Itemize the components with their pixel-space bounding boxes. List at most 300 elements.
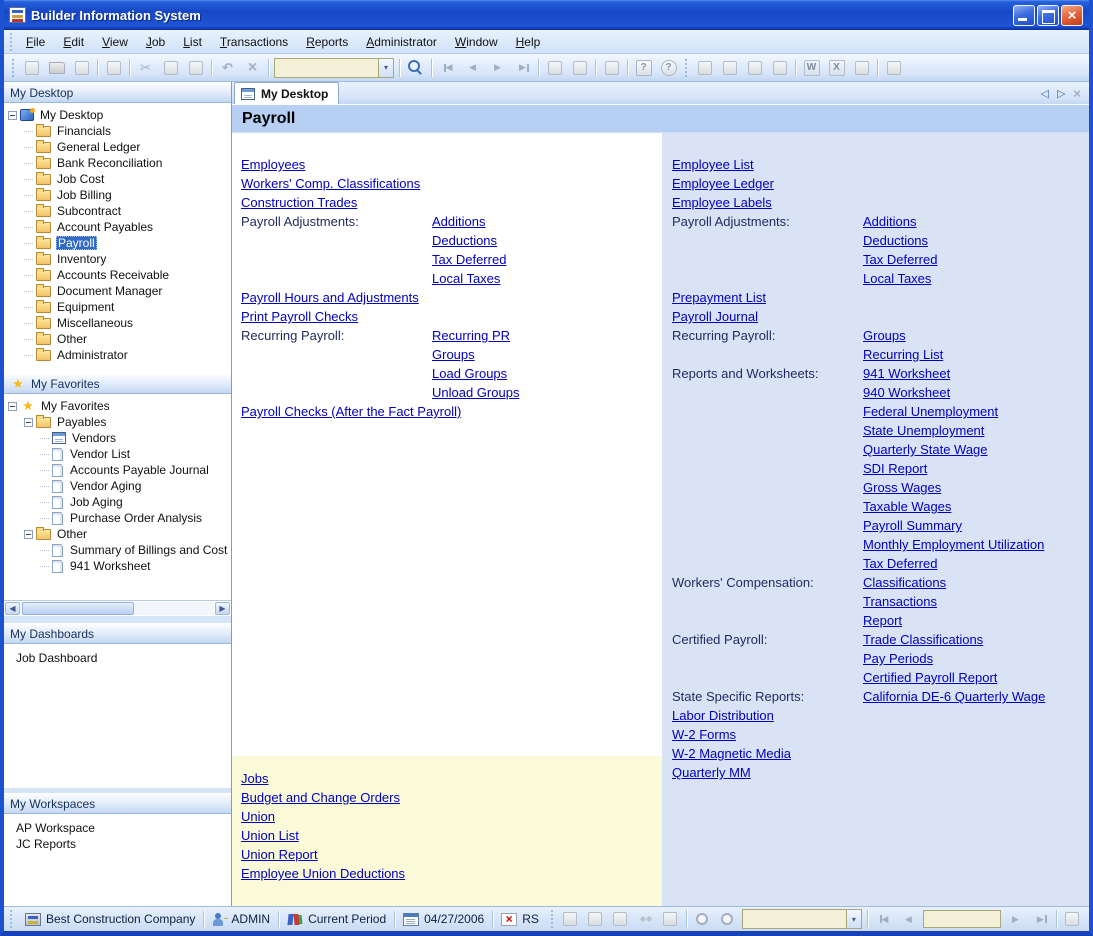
left-pane: [232, 133, 662, 906]
help-icon[interactable]: [657, 57, 680, 79]
favorites-item-job-aging[interactable]: [4, 494, 231, 510]
desktop-item-job-cost[interactable]: [4, 171, 231, 187]
tree-item-label: Purchase Order Analysis: [70, 511, 203, 525]
panel-header-my-desktop[interactable]: [4, 82, 231, 103]
favorites-item-payables[interactable]: [4, 414, 231, 430]
toolbar-separator: [877, 59, 878, 77]
link-w-2-forms[interactable]: W-2 Forms: [672, 727, 737, 742]
link-budget-and-change-orders[interactable]: Budget and Change Orders: [241, 790, 400, 805]
group-links: [863, 326, 943, 364]
favorites-item-my-favorites[interactable]: [4, 398, 231, 414]
context-help-icon[interactable]: [632, 57, 655, 79]
favorites-item-summary-of-billings-and-cost[interactable]: [4, 542, 231, 558]
doc-icon: [52, 480, 63, 493]
statusbar-grip[interactable]: [9, 910, 14, 928]
link-print-payroll-checks[interactable]: Print Payroll Checks: [241, 309, 359, 324]
menu-administrator[interactable]: Administrator: [366, 34, 437, 49]
maximize-button[interactable]: [1037, 5, 1059, 26]
jobs-union-links: [232, 756, 662, 906]
link-deductions[interactable]: Deductions: [863, 233, 929, 248]
tree-item-label: Account Payables: [57, 220, 154, 234]
menu-items: [17, 32, 549, 52]
payroll-row: [672, 573, 1089, 630]
tree-connector: [24, 147, 33, 148]
copy-report-icon[interactable]: [743, 57, 766, 79]
dashboard-job-dashboard[interactable]: Job Dashboard: [16, 651, 98, 665]
minimize-button[interactable]: [1013, 5, 1035, 26]
link-deductions[interactable]: Deductions: [432, 233, 498, 248]
link-gross-wages[interactable]: Gross Wages: [863, 480, 942, 495]
toolbar-separator: [686, 910, 687, 928]
link-quarterly-state-wage[interactable]: Quarterly State Wage: [863, 442, 988, 457]
tree-item-label: Vendor Aging: [70, 479, 142, 493]
close-button[interactable]: ×: [1061, 5, 1083, 26]
payroll-row: [672, 307, 1089, 326]
status-label: RS: [522, 912, 539, 926]
desktop-item-accounts-receivable[interactable]: [4, 267, 231, 283]
link-california-de-6-quarterly-wage[interactable]: California DE-6 Quarterly Wage: [863, 689, 1046, 704]
favorites-tree: [4, 394, 231, 600]
tree-item-label: Other: [57, 332, 88, 346]
payroll-left-links: [232, 133, 662, 756]
title-bar: [4, 0, 1089, 30]
folder-icon: [36, 174, 51, 185]
group-label-payroll-adjustments: Payroll Adjustments:: [672, 214, 790, 229]
favorites-item-purchase-order-analysis[interactable]: [4, 510, 231, 526]
workspaces-list: [4, 814, 231, 906]
tree-expander-icon[interactable]: [24, 418, 33, 427]
payroll-row: [241, 307, 662, 326]
link-employee-labels[interactable]: Employee Labels: [672, 195, 772, 210]
link-employee-list[interactable]: Employee List: [672, 157, 754, 172]
new-window-icon[interactable]: [600, 57, 623, 79]
form-icon: [241, 88, 255, 100]
toolbar-separator: [129, 59, 130, 77]
group-links: [863, 212, 937, 288]
paste-icon[interactable]: [184, 57, 207, 79]
company-icon: [25, 913, 41, 926]
link-union-list[interactable]: Union List: [241, 828, 299, 843]
favorites-item-vendor-aging[interactable]: [4, 478, 231, 494]
folder-icon: [36, 286, 51, 297]
undo-icon[interactable]: [216, 57, 239, 79]
toolbar-separator: [867, 910, 868, 928]
workspace-jc-reports[interactable]: JC Reports: [16, 837, 77, 851]
list-view-icon[interactable]: [559, 908, 582, 930]
previous-record-icon[interactable]: [461, 57, 484, 79]
tree-item-label: Inventory: [57, 252, 107, 266]
tree-item-label: Bank Reconciliation: [57, 156, 163, 170]
group-label-state-specific-reports: State Specific Reports:: [672, 689, 805, 704]
tree-connector: [24, 179, 33, 180]
folder-icon: [36, 158, 51, 169]
favorites-item-other[interactable]: [4, 526, 231, 542]
payroll-row: [241, 402, 662, 421]
globe-export-icon[interactable]: [850, 57, 873, 79]
scroll-left-icon[interactable]: ◀: [5, 602, 20, 615]
folder-icon: [36, 222, 51, 233]
toolbar-grip[interactable]: [684, 59, 689, 77]
toolbar-separator: [399, 59, 400, 77]
main-area: [232, 82, 1089, 906]
doc-icon: [52, 512, 63, 525]
link-local-taxes[interactable]: Local Taxes: [863, 271, 932, 286]
folder-icon: [36, 270, 51, 281]
status-admin: [204, 912, 278, 926]
star-icon: [10, 377, 26, 391]
tree-item-label: Administrator: [57, 348, 128, 362]
payroll-row: [241, 155, 662, 174]
link-payroll-summary[interactable]: Payroll Summary: [863, 518, 962, 533]
link-quarterly-mm[interactable]: Quarterly MM: [672, 765, 751, 780]
previous-record-icon[interactable]: [897, 908, 920, 930]
menu-transactions[interactable]: Transactions: [219, 34, 289, 49]
desktop-item-account-payables[interactable]: [4, 219, 231, 235]
link-federal-unemployment[interactable]: Federal Unemployment: [863, 404, 999, 419]
scrollbar-thumb[interactable]: [22, 602, 134, 615]
zoom-out-icon[interactable]: [716, 908, 739, 930]
folder-icon: [36, 190, 51, 201]
tree-connector: [40, 550, 49, 551]
folder-open-icon: [36, 417, 51, 428]
link-report[interactable]: Report: [863, 613, 903, 628]
menu-list[interactable]: List: [183, 34, 202, 49]
group-label-recurring-payroll: Recurring Payroll:: [241, 328, 345, 343]
scroll-right-icon[interactable]: ▶: [215, 602, 230, 615]
desktop-item-administrator[interactable]: [4, 347, 231, 363]
desktop-icon: [20, 109, 34, 121]
group-label-reports-and-worksheets: Reports and Worksheets:: [672, 366, 819, 381]
document-menu-icon[interactable]: [659, 908, 682, 930]
tree-connector: [40, 518, 49, 519]
payroll-row: [241, 193, 662, 212]
toolbar-grip[interactable]: [550, 910, 555, 928]
link-tax-deferred[interactable]: Tax Deferred: [432, 252, 507, 267]
status-label: Current Period: [308, 912, 387, 926]
link-workers-comp-classifications[interactable]: Workers' Comp. Classifications: [241, 176, 421, 191]
tab-my-desktop[interactable]: [234, 82, 339, 104]
toolbar-separator: [795, 59, 796, 77]
toolbar-separator: [211, 59, 212, 77]
desktop-item-bank-reconciliation[interactable]: [4, 155, 231, 171]
status-bar: [4, 906, 1089, 931]
group-links: [863, 630, 997, 687]
panel-header-my-workspaces[interactable]: [4, 793, 231, 814]
link-union-report[interactable]: Union Report: [241, 847, 318, 862]
folder-icon: [36, 318, 51, 329]
desktop-item-general-ledger[interactable]: [4, 139, 231, 155]
link-state-unemployment[interactable]: State Unemployment: [863, 423, 985, 438]
desktop-item-inventory[interactable]: [4, 251, 231, 267]
payroll-row: [672, 725, 1089, 744]
link-pay-periods[interactable]: Pay Periods: [863, 651, 934, 666]
link-additions[interactable]: Additions: [432, 214, 486, 229]
payroll-row: [672, 193, 1089, 212]
payroll-row: [672, 155, 1089, 174]
group-label-certified-payroll: Certified Payroll:: [672, 632, 768, 647]
payroll-row: [672, 364, 1089, 573]
search-icon[interactable]: [404, 57, 427, 79]
menu-edit[interactable]: Edit: [63, 34, 85, 49]
payroll-row: [672, 630, 1089, 687]
menu-grip[interactable]: [9, 33, 14, 51]
tab-scroll-right-icon[interactable]: ▷: [1056, 88, 1066, 100]
last-record-icon[interactable]: [511, 57, 534, 79]
panel-header-my-favorites[interactable]: [4, 373, 231, 394]
tab-strip: [232, 82, 1089, 105]
menu-file[interactable]: File: [26, 34, 46, 49]
group-links: [432, 212, 506, 288]
group-links: [432, 326, 519, 402]
tab-navigation: [1040, 86, 1081, 101]
next-record-icon[interactable]: [1004, 908, 1027, 930]
panel-title: My Workspaces: [10, 796, 96, 811]
export-icon[interactable]: [1086, 908, 1089, 930]
payroll-row: [672, 744, 1089, 763]
desktop-tree: [4, 103, 231, 373]
link-classifications[interactable]: Classifications: [863, 575, 947, 590]
folder-icon: [36, 350, 51, 361]
link-additions[interactable]: Additions: [863, 214, 917, 229]
favorites-item-vendor-list[interactable]: [4, 446, 231, 462]
link-groups[interactable]: Groups: [863, 328, 906, 343]
word-icon[interactable]: [800, 57, 823, 79]
favorites-item-vendors[interactable]: [4, 430, 231, 446]
toolbar-separator: [595, 59, 596, 77]
toolbar-separator: [538, 59, 539, 77]
page-title: Payroll: [232, 105, 1089, 133]
menu-job[interactable]: Job: [145, 34, 166, 49]
payroll-row: [672, 288, 1089, 307]
main-toolbar: [4, 54, 1089, 82]
red-x-icon: [501, 913, 517, 926]
tree-item-label: Payroll: [58, 236, 95, 250]
tree-item-label: Accounts Receivable: [57, 268, 170, 282]
tree-item-label: Vendor List: [70, 447, 131, 461]
link-local-taxes[interactable]: Local Taxes: [432, 271, 501, 286]
toolbar-separator: [268, 59, 269, 77]
group-links: [863, 573, 946, 630]
link-recurring-pr[interactable]: Recurring PR: [432, 328, 511, 343]
link-employees[interactable]: Employees: [241, 157, 306, 172]
tree-item-label: Financials: [57, 124, 112, 138]
group-label-recurring-payroll: Recurring Payroll:: [672, 328, 776, 343]
link-monthly-employment-utilization[interactable]: Monthly Employment Utilization: [863, 537, 1045, 552]
link-tax-deferred[interactable]: Tax Deferred: [863, 252, 938, 267]
desktop-item-financials[interactable]: [4, 123, 231, 139]
payroll-row: [672, 174, 1089, 193]
fax-icon[interactable]: [768, 57, 791, 79]
link-payroll-journal[interactable]: Payroll Journal: [672, 309, 758, 324]
toolbar-combobox[interactable]: [742, 909, 862, 929]
doc-icon: [52, 448, 63, 461]
desktop-item-job-billing[interactable]: [4, 187, 231, 203]
link-w-2-magnetic-media[interactable]: W-2 Magnetic Media: [672, 746, 791, 761]
dashboards-list: [4, 644, 231, 788]
group-links: [863, 364, 1044, 573]
group-links: [863, 687, 1045, 706]
tab-scroll-left-icon[interactable]: ◁: [1040, 88, 1049, 100]
toolbar-separator: [627, 59, 628, 77]
tree-item-label: Vendors: [72, 431, 117, 445]
link-groups[interactable]: Groups: [432, 347, 475, 362]
tree-item-label: Job Aging: [70, 495, 123, 509]
doc-icon: [52, 544, 63, 557]
favorites-horizontal-scrollbar[interactable]: [4, 600, 231, 616]
tree-connector: [24, 131, 33, 132]
cut-icon[interactable]: [134, 57, 157, 79]
tree-expander-icon[interactable]: [8, 111, 17, 120]
link-load-groups[interactable]: Load Groups: [432, 366, 508, 381]
favorites-item-941-worksheet[interactable]: [4, 558, 231, 574]
panel-splitter[interactable]: [4, 616, 231, 623]
chevron-down-icon[interactable]: ▾: [378, 59, 393, 77]
print-icon[interactable]: [718, 57, 741, 79]
link-940-worksheet[interactable]: 940 Worksheet: [863, 385, 951, 400]
menu-reports[interactable]: Reports: [306, 34, 349, 49]
link-tax-deferred[interactable]: Tax Deferred: [863, 556, 938, 571]
tree-connector: [24, 227, 33, 228]
tree-item-label: My Favorites: [41, 399, 110, 413]
import-icon[interactable]: [1061, 908, 1084, 930]
collapse-icon[interactable]: [543, 57, 566, 79]
attachment-icon[interactable]: [882, 57, 905, 79]
link-labor-distribution[interactable]: Labor Distribution: [672, 708, 774, 723]
link-trade-classifications[interactable]: Trade Classifications: [863, 632, 984, 647]
status-label: ADMIN: [231, 912, 271, 926]
menu-window[interactable]: Window: [454, 34, 498, 49]
calendar-icon: [403, 913, 419, 926]
link-recurring-list[interactable]: Recurring List: [863, 347, 944, 362]
record-number-input[interactable]: [923, 910, 1001, 928]
folder-icon: [36, 238, 51, 249]
last-record-icon[interactable]: [1029, 908, 1052, 930]
menu-view[interactable]: View: [102, 34, 128, 49]
payroll-row: [672, 763, 1089, 782]
tree-connector: [24, 323, 33, 324]
delete-icon[interactable]: [241, 57, 264, 79]
status-04-27-2006: [395, 912, 492, 926]
tab-close-icon[interactable]: ×: [1073, 86, 1081, 101]
copy-icon[interactable]: [159, 57, 182, 79]
toolbar-separator: [431, 59, 432, 77]
link-941-worksheet[interactable]: 941 Worksheet: [863, 366, 951, 381]
desktop-item-my-desktop[interactable]: [4, 107, 231, 123]
desktop-item-document-manager[interactable]: [4, 283, 231, 299]
tree-connector: [24, 195, 33, 196]
export-form-icon[interactable]: [102, 57, 125, 79]
link-transactions[interactable]: Transactions: [863, 594, 937, 609]
print-preview-icon[interactable]: [693, 57, 716, 79]
tree-item-label: Payables: [57, 415, 107, 429]
copy-pages-icon[interactable]: [609, 908, 632, 930]
folder-icon: [36, 334, 51, 345]
toolbar-combobox[interactable]: [274, 58, 394, 78]
tree-connector: [40, 470, 49, 471]
scrollbar-track[interactable]: [21, 602, 214, 615]
edit-picture-icon[interactable]: [584, 908, 607, 930]
status-label: 04/27/2006: [424, 912, 485, 926]
tree-item-label: Summary of Billings and Cost: [70, 543, 228, 557]
payroll-row: [241, 174, 662, 193]
toolbar-separator: [1056, 910, 1057, 928]
desktop-item-other[interactable]: [4, 331, 231, 347]
link-employee-ledger[interactable]: Employee Ledger: [672, 176, 774, 191]
status-toolbar: [547, 908, 1089, 930]
panel-header-my-dashboards[interactable]: [4, 623, 231, 644]
menu-bar: [4, 30, 1089, 54]
new-document-icon[interactable]: [20, 57, 43, 79]
first-record-icon[interactable]: [872, 908, 895, 930]
toolbar-grip[interactable]: [11, 59, 16, 77]
tree-connector: [24, 259, 33, 260]
toolbar-separator: [97, 59, 98, 77]
form-icon: [52, 432, 66, 444]
open-folder-icon[interactable]: [45, 57, 68, 79]
link-sdi-report[interactable]: SDI Report: [863, 461, 928, 476]
panel-title: My Desktop: [10, 85, 74, 100]
favorites-item-accounts-payable-journal[interactable]: [4, 462, 231, 478]
tree-item-label: Document Manager: [57, 284, 163, 298]
tree-expander-icon[interactable]: [8, 402, 17, 411]
link-taxable-wages[interactable]: Taxable Wages: [863, 499, 952, 514]
first-record-icon[interactable]: [436, 57, 459, 79]
folder-icon: [36, 254, 51, 265]
sidebar: [4, 82, 232, 906]
next-record-icon[interactable]: [486, 57, 509, 79]
save-icon[interactable]: [70, 57, 93, 79]
link-construction-trades[interactable]: Construction Trades: [241, 195, 358, 210]
link-employee-union-deductions[interactable]: Employee Union Deductions: [241, 866, 406, 881]
tree-connector: [24, 275, 33, 276]
tree-item-label: Miscellaneous: [57, 316, 134, 330]
doc-icon: [52, 560, 63, 573]
menu-help[interactable]: Help: [515, 34, 541, 49]
link-payroll-hours-and-adjustments[interactable]: Payroll Hours and Adjustments: [241, 290, 419, 305]
tree-connector: [24, 307, 33, 308]
tree-connector: [24, 163, 33, 164]
desktop-item-miscellaneous[interactable]: [4, 315, 231, 331]
desktop-item-subcontract[interactable]: [4, 203, 231, 219]
expand-icon[interactable]: [568, 57, 591, 79]
link-union[interactable]: Union: [241, 809, 275, 824]
tree-connector: [24, 339, 33, 340]
link-jobs[interactable]: Jobs: [241, 771, 269, 786]
toolbar-items: [19, 57, 906, 79]
link-prepayment-list[interactable]: Prepayment List: [672, 290, 766, 305]
tree-connector: [24, 243, 33, 244]
zoom-in-icon[interactable]: [691, 908, 714, 930]
tree-expander-icon[interactable]: [24, 530, 33, 539]
desktop-item-payroll[interactable]: [4, 235, 231, 251]
tree-connector: [40, 566, 49, 567]
tab-label: My Desktop: [261, 86, 329, 101]
workspace-ap-workspace[interactable]: AP Workspace: [16, 821, 95, 835]
payroll-row: [672, 706, 1089, 725]
tree-connector: [40, 454, 49, 455]
tree-item-label: 941 Worksheet: [70, 559, 151, 573]
link-certified-payroll-report[interactable]: Certified Payroll Report: [863, 670, 998, 685]
user-icon: [212, 913, 226, 926]
excel-icon[interactable]: [825, 57, 848, 79]
link-unload-groups[interactable]: Unload Groups: [432, 385, 520, 400]
desktop-item-equipment[interactable]: [4, 299, 231, 315]
find-icon[interactable]: [634, 908, 657, 930]
group-label-payroll-adjustments: Payroll Adjustments:: [241, 214, 359, 229]
chevron-down-icon[interactable]: ▾: [846, 910, 861, 928]
tree-item-label: Job Cost: [57, 172, 105, 186]
link-payroll-checks-after-the-fact-payroll[interactable]: Payroll Checks (After the Fact Payroll): [241, 404, 462, 419]
